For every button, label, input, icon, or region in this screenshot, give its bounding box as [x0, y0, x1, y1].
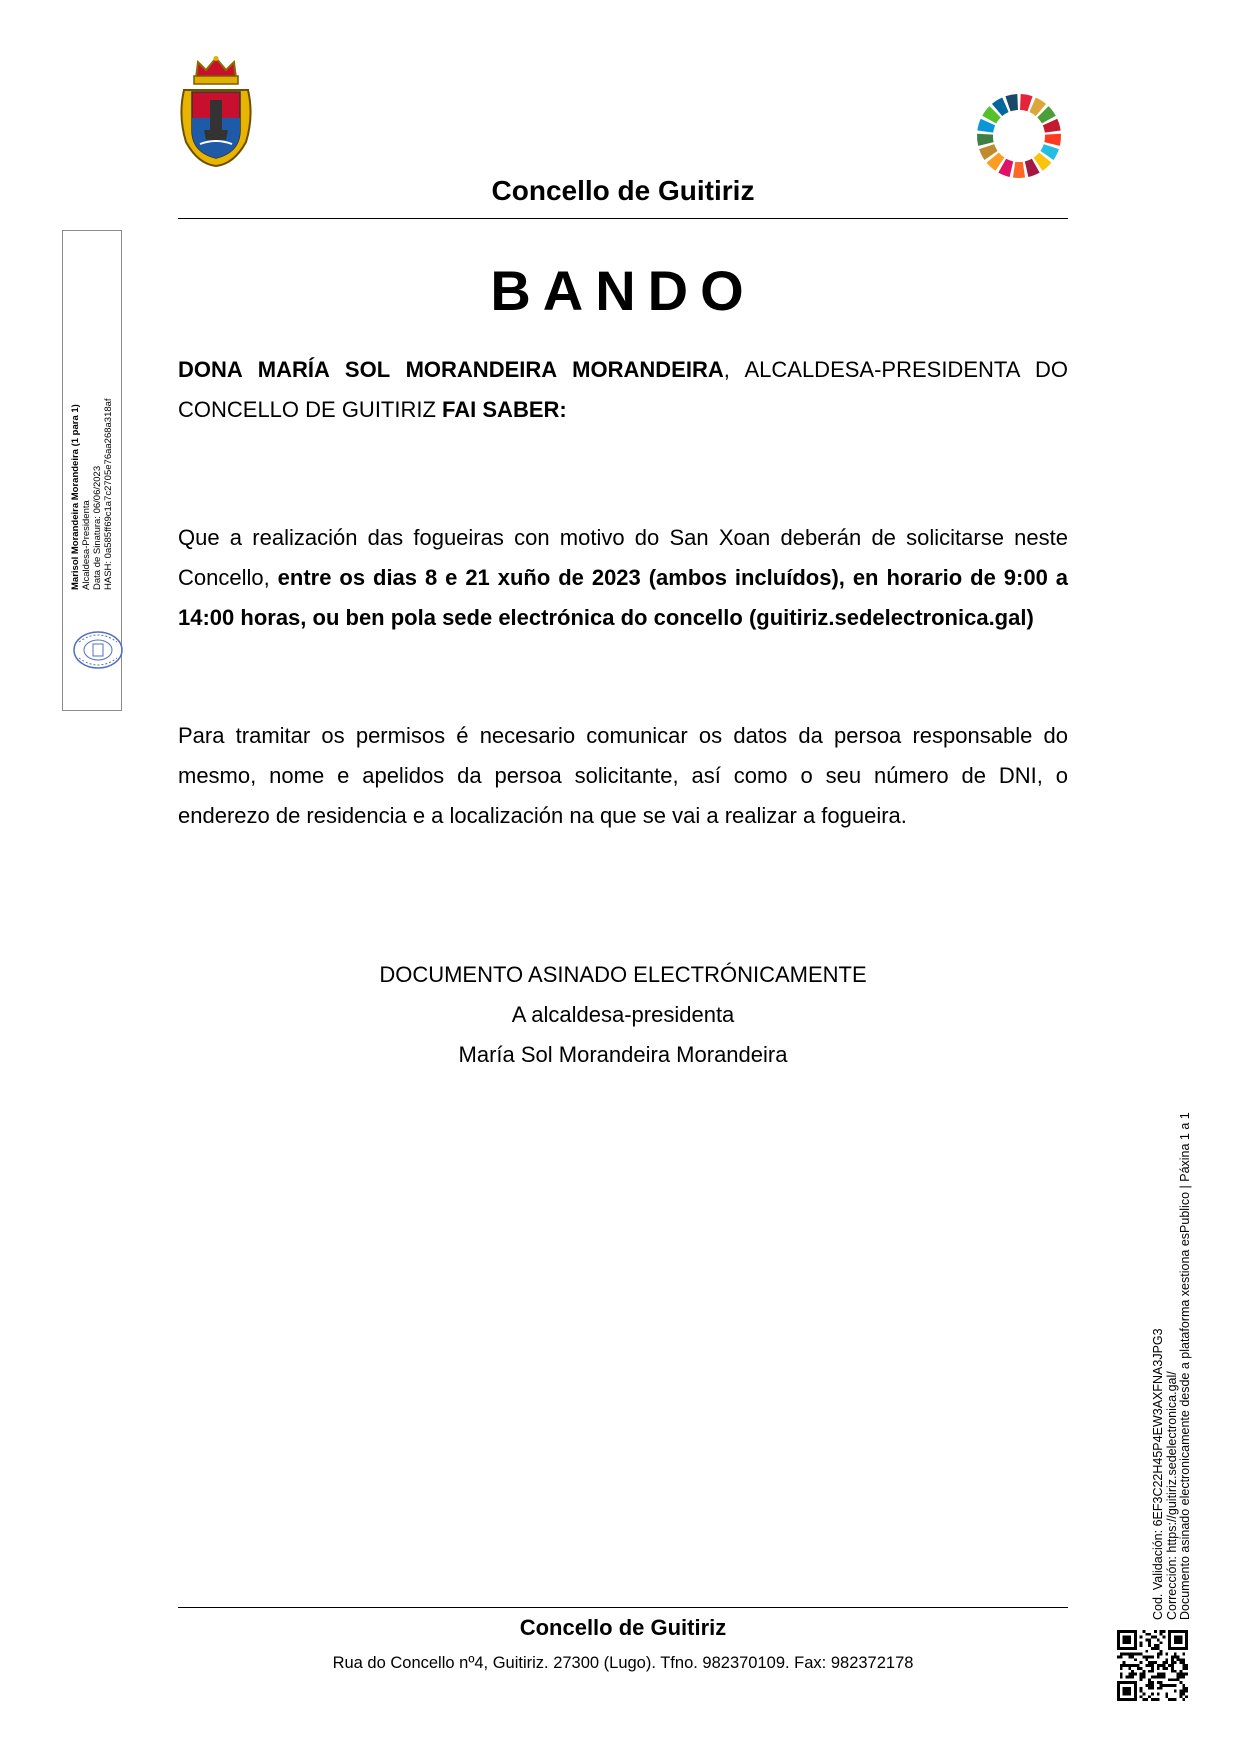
validation-text: [1152, 1112, 1193, 1620]
footer-divider: [178, 1607, 1068, 1608]
mayor-name: DONA MARÍA SOL MORANDEIRA MORANDEIRA: [178, 357, 724, 382]
stamp-hash: HASH: 0a585ff69c1a7c2705e76aa268a318af: [103, 398, 114, 590]
stamp-role: Alcaldesa-Presidenta: [81, 500, 92, 590]
seal-icon: [71, 630, 125, 670]
signature-line-3: María Sol Morandeira Morandeira: [458, 1042, 788, 1067]
intro-text: , ALCALDESA-PRESIDENTA DO CONCELLO DE GUITIRIZ: [178, 357, 1068, 422]
validation-url: Corrección: https://guitiriz.sedelectronica.gal/: [1164, 1371, 1179, 1620]
header-title: Concello de Guitiriz: [491, 175, 755, 206]
stamp-name: Marisol Morandeira Morandeira (1 para 1): [70, 404, 81, 590]
sdg-segment: [1044, 134, 1061, 146]
fai-saber: FAI SABER:: [442, 397, 567, 422]
paragraph-permits: Para tramitar os permisos é necesario comunicar os datos da persoa responsable do mesmo, nome e apelidos da persoa solicitante, así como o seu número de DNI, o enderezo de residencia e a localización na que se vai a realizar a fogueira.: [178, 723, 1068, 828]
signature-block: [178, 955, 1068, 1075]
qr-code-icon: [1117, 1630, 1188, 1701]
signature-line-2: A alcaldesa-presidenta: [511, 1002, 735, 1027]
header-divider: [178, 218, 1068, 219]
paragraph-bonfires-text: Que a realización das fogueiras con motivo do San Xoan deberán de solicitarse neste Concello,: [178, 525, 1068, 590]
sdg-segment: [1020, 94, 1033, 111]
stamp-date: Data de Sinatura: 06/06/2023: [92, 465, 103, 590]
document-heading: BANDO: [490, 259, 756, 322]
sdg-segment: [977, 134, 994, 146]
validation-platform: Documento asinado electronicamente desde a plataforma xestiona esPublico | Páxina 1 a 1: [1178, 1112, 1192, 1620]
intro-paragraph: [178, 350, 1068, 430]
sdg-wheel-icon: [976, 93, 1062, 179]
signature-line-1: DOCUMENTO ASINADO ELECTRÓNICAMENTE: [379, 962, 867, 987]
coat-of-arms-icon: [176, 56, 256, 168]
sdg-segment: [1005, 94, 1018, 111]
paragraph-bonfires-bold: entre os dias 8 e 21 xuño de 2023 (ambos incluídos), en horario de 9:00 a 14:00 horas, ou ben pola sede electrónica do concello (guitiriz.sedelectronica.gal): [178, 565, 1068, 630]
validation-code: Cod. Validación: 6EF3C22H45P4EW3AXFNA3JPG3: [1151, 1328, 1165, 1620]
footer-address: Rua do Concello nº4, Guitiriz. 27300 (Lugo). Tfno. 982370109. Fax: 982372178: [332, 1654, 914, 1672]
footer-title: Concello de Guitiriz: [519, 1615, 727, 1640]
signature-stamp-text: [70, 398, 114, 590]
paragraph-bonfires: [178, 518, 1068, 638]
